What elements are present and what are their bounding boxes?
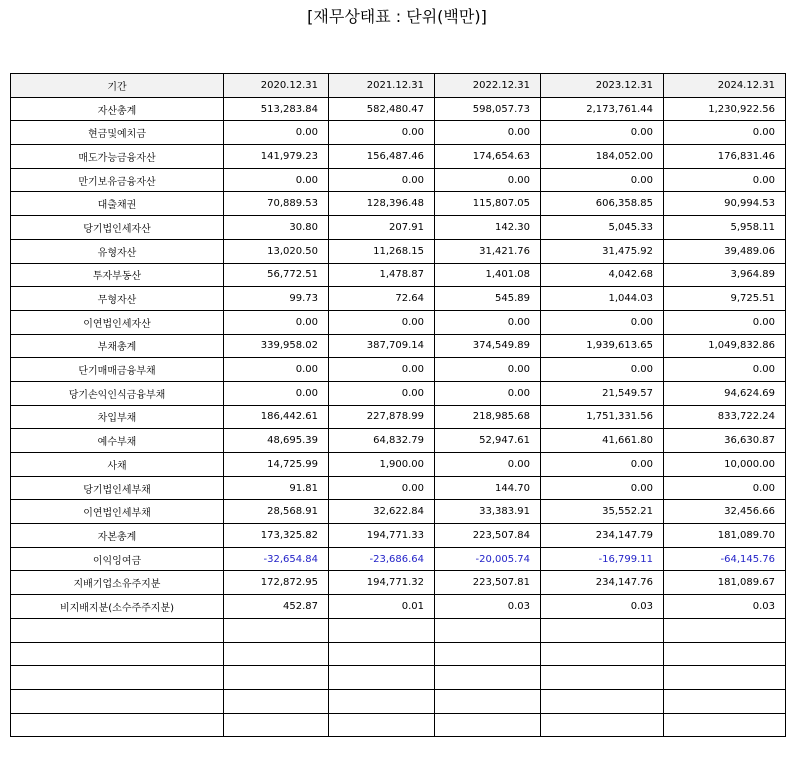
table-cell <box>224 642 329 666</box>
table-cell: 0.00 <box>435 121 541 145</box>
table-cell: 64,832.79 <box>329 429 435 453</box>
row-label: 당기법인세자산 <box>11 216 224 240</box>
table-cell: -16,799.11 <box>541 547 664 571</box>
table-cell: 70,889.53 <box>224 192 329 216</box>
row-label: 당기법인세부채 <box>11 476 224 500</box>
table-cell: 41,661.80 <box>541 429 664 453</box>
table-cell <box>329 618 435 642</box>
table-cell: 90,994.53 <box>664 192 786 216</box>
table-cell: 128,396.48 <box>329 192 435 216</box>
table-cell: 3,964.89 <box>664 263 786 287</box>
column-header-date: 2022.12.31 <box>435 74 541 98</box>
table-cell <box>435 666 541 690</box>
table-cell: 0.00 <box>329 381 435 405</box>
table-cell: -23,686.64 <box>329 547 435 571</box>
row-label: 지배기업소유주지분 <box>11 571 224 595</box>
table-row <box>11 713 786 737</box>
table-cell <box>224 618 329 642</box>
table-cell <box>664 642 786 666</box>
table-cell <box>224 713 329 737</box>
row-label: 만기보유금융자산 <box>11 168 224 192</box>
table-cell: 33,383.91 <box>435 500 541 524</box>
row-label: 자본총계 <box>11 524 224 548</box>
table-cell: 0.00 <box>541 453 664 477</box>
table-cell: 32,622.84 <box>329 500 435 524</box>
table-cell: -20,005.74 <box>435 547 541 571</box>
table-cell: 0.00 <box>664 121 786 145</box>
table-cell: 0.00 <box>435 453 541 477</box>
row-label <box>11 666 224 690</box>
table-cell: 9,725.51 <box>664 287 786 311</box>
table-cell: 582,480.47 <box>329 97 435 121</box>
table-cell: 181,089.67 <box>664 571 786 595</box>
table-cell: 234,147.79 <box>541 524 664 548</box>
table-cell <box>435 642 541 666</box>
column-header-date: 2020.12.31 <box>224 74 329 98</box>
table-cell: 5,958.11 <box>664 216 786 240</box>
table-cell <box>541 713 664 737</box>
table-header-row <box>11 74 786 98</box>
table-cell: 227,878.99 <box>329 405 435 429</box>
table-row <box>11 358 786 382</box>
table-cell: 10,000.00 <box>664 453 786 477</box>
table-cell <box>329 642 435 666</box>
table-cell: 0.01 <box>329 595 435 619</box>
table-cell: 48,695.39 <box>224 429 329 453</box>
table-cell: 0.00 <box>224 168 329 192</box>
table-cell: 0.00 <box>541 476 664 500</box>
table-cell: 0.00 <box>224 358 329 382</box>
row-label: 이익잉여금 <box>11 547 224 571</box>
table-cell <box>329 713 435 737</box>
table-cell: 156,487.46 <box>329 145 435 169</box>
row-label: 부채총계 <box>11 334 224 358</box>
page-title: [재무상태표 : 단위(백만)] <box>307 7 487 26</box>
table-cell: 4,042.68 <box>541 263 664 287</box>
table-cell: 833,722.24 <box>664 405 786 429</box>
table-cell: 13,020.50 <box>224 239 329 263</box>
table-cell: 0.00 <box>224 310 329 334</box>
table-cell <box>435 689 541 713</box>
row-label: 대출채권 <box>11 192 224 216</box>
table-row <box>11 571 786 595</box>
table-cell <box>329 666 435 690</box>
table-cell: 39,489.06 <box>664 239 786 263</box>
table-cell: 1,230,922.56 <box>664 97 786 121</box>
table-cell: 0.00 <box>435 358 541 382</box>
table-row <box>11 263 786 287</box>
table-cell <box>541 666 664 690</box>
table-cell: 0.00 <box>664 168 786 192</box>
table-cell: 374,549.89 <box>435 334 541 358</box>
table-cell: 2,173,761.44 <box>541 97 664 121</box>
table-cell: 223,507.84 <box>435 524 541 548</box>
table-cell: 0.00 <box>329 168 435 192</box>
table-cell: 0.03 <box>541 595 664 619</box>
table-row <box>11 618 786 642</box>
row-label: 당기손익인식금융부채 <box>11 381 224 405</box>
table-cell: 35,552.21 <box>541 500 664 524</box>
table-cell <box>664 666 786 690</box>
table-cell: 184,052.00 <box>541 145 664 169</box>
column-header-date: 2023.12.31 <box>541 74 664 98</box>
table-row <box>11 310 786 334</box>
table-cell: 173,325.82 <box>224 524 329 548</box>
table-row <box>11 429 786 453</box>
row-label: 차입부채 <box>11 405 224 429</box>
table-cell: 0.00 <box>541 310 664 334</box>
table-row <box>11 239 786 263</box>
table-cell: 0.00 <box>435 168 541 192</box>
table-row <box>11 524 786 548</box>
table-row <box>11 595 786 619</box>
row-label: 자산총계 <box>11 97 224 121</box>
table-cell: 0.00 <box>329 310 435 334</box>
table-cell: 0.00 <box>664 358 786 382</box>
table-cell: 1,049,832.86 <box>664 334 786 358</box>
table-cell: 56,772.51 <box>224 263 329 287</box>
table-cell: 0.03 <box>664 595 786 619</box>
table-cell: 0.00 <box>664 310 786 334</box>
table-cell: 0.00 <box>329 476 435 500</box>
row-label: 비지배지분(소수주주지분) <box>11 595 224 619</box>
table-cell: 545.89 <box>435 287 541 311</box>
table-cell <box>541 689 664 713</box>
table-cell: 172,872.95 <box>224 571 329 595</box>
table-cell: 0.00 <box>541 168 664 192</box>
table-cell: 606,358.85 <box>541 192 664 216</box>
table-cell <box>329 689 435 713</box>
table-row <box>11 334 786 358</box>
table-cell: 31,475.92 <box>541 239 664 263</box>
table-cell: 52,947.61 <box>435 429 541 453</box>
table-cell: 207.91 <box>329 216 435 240</box>
row-label: 사채 <box>11 453 224 477</box>
table-cell: 0.00 <box>329 358 435 382</box>
table-cell: 1,900.00 <box>329 453 435 477</box>
table-cell: 144.70 <box>435 476 541 500</box>
table-row <box>11 547 786 571</box>
table-row <box>11 168 786 192</box>
table-row <box>11 642 786 666</box>
table-cell: 30.80 <box>224 216 329 240</box>
table-row <box>11 689 786 713</box>
row-label: 현금및예치금 <box>11 121 224 145</box>
table-cell: 5,045.33 <box>541 216 664 240</box>
table-cell: 0.00 <box>435 310 541 334</box>
table-cell <box>435 618 541 642</box>
table-cell: 115,807.05 <box>435 192 541 216</box>
table-cell <box>664 713 786 737</box>
row-label: 단기매매금융부채 <box>11 358 224 382</box>
row-label <box>11 713 224 737</box>
table-row <box>11 192 786 216</box>
table-cell: 0.00 <box>224 121 329 145</box>
row-label: 투자부동산 <box>11 263 224 287</box>
table-cell: 513,283.84 <box>224 97 329 121</box>
table-cell <box>664 618 786 642</box>
table-cell: -32,654.84 <box>224 547 329 571</box>
table-cell: 1,044.03 <box>541 287 664 311</box>
table-row <box>11 287 786 311</box>
table-cell: 186,442.61 <box>224 405 329 429</box>
table-cell <box>541 618 664 642</box>
column-header-period: 기간 <box>11 74 224 98</box>
column-header-date: 2024.12.31 <box>664 74 786 98</box>
table-cell <box>435 713 541 737</box>
table-cell <box>541 642 664 666</box>
table-cell: 28,568.91 <box>224 500 329 524</box>
table-cell: 387,709.14 <box>329 334 435 358</box>
table-cell: 194,771.32 <box>329 571 435 595</box>
row-label: 무형자산 <box>11 287 224 311</box>
table-body <box>11 97 786 737</box>
table-row <box>11 476 786 500</box>
row-label: 이연법인세부채 <box>11 500 224 524</box>
column-header-date: 2021.12.31 <box>329 74 435 98</box>
table-cell: 1,478.87 <box>329 263 435 287</box>
table-cell: -64,145.76 <box>664 547 786 571</box>
table-cell: 218,985.68 <box>435 405 541 429</box>
table-cell <box>224 666 329 690</box>
table-cell: 11,268.15 <box>329 239 435 263</box>
table-cell: 0.00 <box>541 121 664 145</box>
table-cell: 452.87 <box>224 595 329 619</box>
row-label: 매도가능금융자산 <box>11 145 224 169</box>
table-cell: 0.00 <box>541 358 664 382</box>
table-cell: 1,939,613.65 <box>541 334 664 358</box>
table-cell: 176,831.46 <box>664 145 786 169</box>
table-cell: 99.73 <box>224 287 329 311</box>
row-label: 이연법인세자산 <box>11 310 224 334</box>
table-row <box>11 381 786 405</box>
table-cell <box>664 689 786 713</box>
table-cell: 0.00 <box>435 381 541 405</box>
table-cell: 91.81 <box>224 476 329 500</box>
table-row <box>11 121 786 145</box>
table-cell: 32,456.66 <box>664 500 786 524</box>
table-cell: 1,401.08 <box>435 263 541 287</box>
table-cell: 181,089.70 <box>664 524 786 548</box>
table-row <box>11 405 786 429</box>
table-cell: 223,507.81 <box>435 571 541 595</box>
table-cell: 0.00 <box>664 476 786 500</box>
table-cell: 0.00 <box>329 121 435 145</box>
table-row <box>11 453 786 477</box>
table-cell: 194,771.33 <box>329 524 435 548</box>
table-cell: 234,147.76 <box>541 571 664 595</box>
table-cell: 72.64 <box>329 287 435 311</box>
table-row <box>11 216 786 240</box>
table-cell: 339,958.02 <box>224 334 329 358</box>
table-cell: 174,654.63 <box>435 145 541 169</box>
table-cell <box>224 689 329 713</box>
table-cell: 31,421.76 <box>435 239 541 263</box>
table-cell: 598,057.73 <box>435 97 541 121</box>
balance-sheet-table <box>10 73 786 737</box>
table-cell: 141,979.23 <box>224 145 329 169</box>
table-cell: 36,630.87 <box>664 429 786 453</box>
table-cell: 14,725.99 <box>224 453 329 477</box>
table-cell: 94,624.69 <box>664 381 786 405</box>
table-cell: 142.30 <box>435 216 541 240</box>
table-row <box>11 145 786 169</box>
row-label <box>11 689 224 713</box>
row-label: 예수부채 <box>11 429 224 453</box>
row-label <box>11 642 224 666</box>
table-cell: 0.03 <box>435 595 541 619</box>
table-cell: 21,549.57 <box>541 381 664 405</box>
table-cell: 1,751,331.56 <box>541 405 664 429</box>
table-row <box>11 500 786 524</box>
table-row <box>11 666 786 690</box>
row-label: 유형자산 <box>11 239 224 263</box>
row-label <box>11 618 224 642</box>
table-row <box>11 97 786 121</box>
table-cell: 0.00 <box>224 381 329 405</box>
